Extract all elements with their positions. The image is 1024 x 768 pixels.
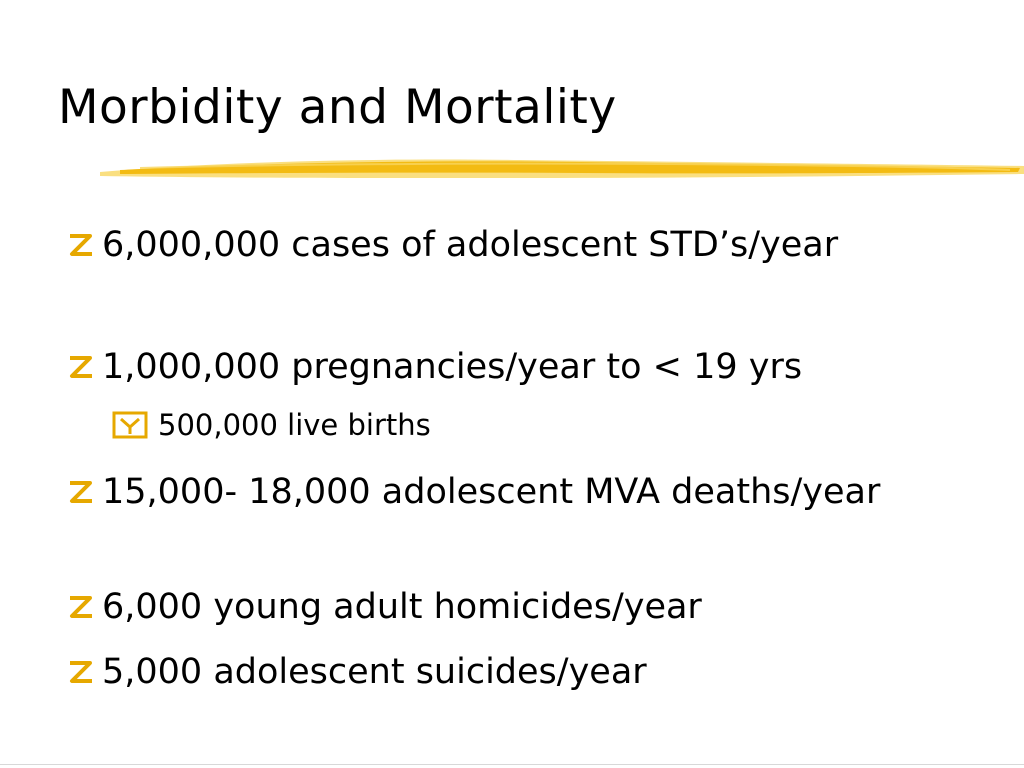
bullet-item <box>64 465 880 519</box>
bullet-item <box>64 580 702 634</box>
bullet-text: 6,000 young adult homicides/year <box>102 587 702 627</box>
bullet-text: 5,000 adolescent suicides/year <box>102 652 647 692</box>
z-bullet-icon <box>64 590 98 624</box>
title-underline-stroke <box>100 148 1024 188</box>
z-bullet-icon <box>64 475 98 509</box>
bullet-text: 6,000,000 cases of adolescent STD’s/year <box>102 225 839 265</box>
bullet-text: 1,000,000 pregnancies/year to < 19 yrs <box>102 347 803 387</box>
bullet-text: 15,000- 18,000 adolescent MVA deaths/year <box>102 472 881 512</box>
bullet-item <box>64 340 802 394</box>
slide-title: Morbidity and Mortality <box>58 80 617 135</box>
bullet-item <box>64 218 838 272</box>
z-bullet-icon <box>64 350 98 384</box>
bullet-item <box>64 645 647 699</box>
sub-bullet-item <box>112 405 431 445</box>
bottom-divider <box>0 764 1024 765</box>
sub-bullet-text: 500,000 live births <box>158 408 431 442</box>
z-bullet-icon <box>64 655 98 689</box>
y-box-bullet-icon <box>112 411 148 439</box>
z-bullet-icon <box>64 228 98 262</box>
